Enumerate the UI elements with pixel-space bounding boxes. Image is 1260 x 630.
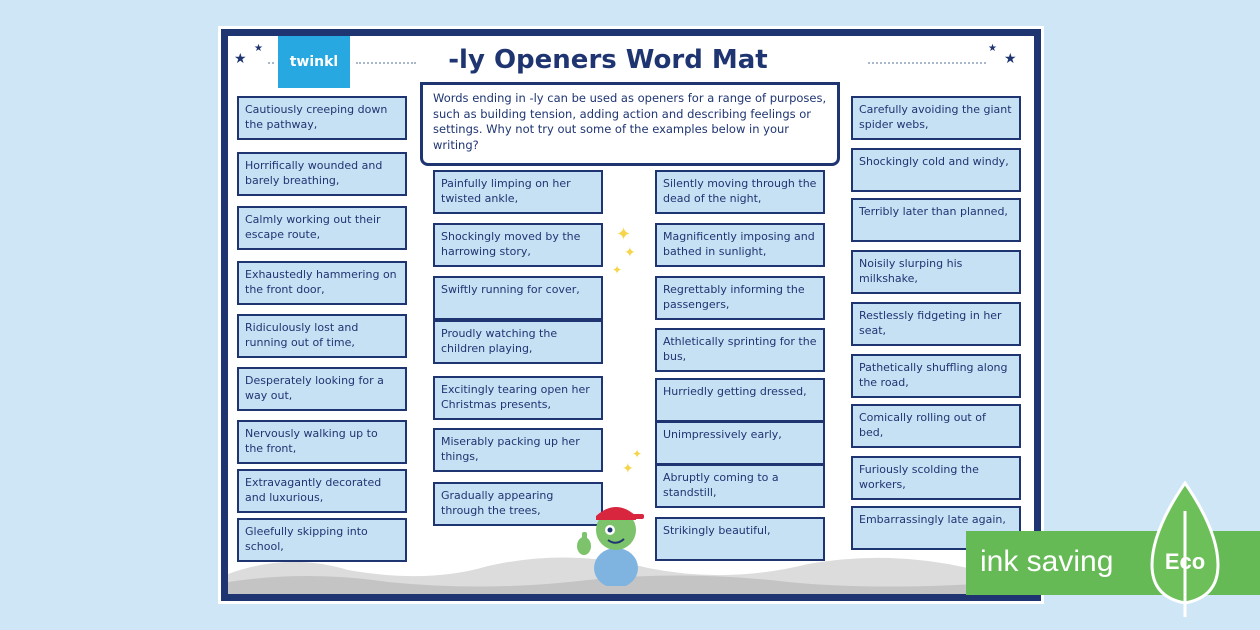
word-card: Comically rolling out of bed,: [851, 404, 1021, 448]
word-card: Nervously walking up to the front,: [237, 420, 407, 464]
word-card: Noisily slurping his milkshake,: [851, 250, 1021, 294]
word-card: Abruptly coming to a standstill,: [655, 464, 825, 508]
sparkle-icon: ✦: [616, 224, 632, 245]
word-card: Shockingly cold and windy,: [851, 148, 1021, 192]
dotted-divider: [868, 62, 986, 64]
ink-saving-label: ink saving: [980, 545, 1114, 578]
sparkle-icon: ✦: [624, 245, 636, 261]
dotted-divider: [268, 62, 274, 64]
word-card: Carefully avoiding the giant spider webs,: [851, 96, 1021, 140]
word-card: Embarrassingly late again,: [851, 506, 1021, 550]
word-card: Excitingly tearing open her Christmas presents,: [433, 376, 603, 420]
word-card: Magnificently imposing and bathed in sunlight,: [655, 223, 825, 267]
twinkl-logo: twinkl: [278, 36, 350, 88]
word-card: Swiftly running for cover,: [433, 276, 603, 320]
word-card: Terribly later than planned,: [851, 198, 1021, 242]
star-icon: ★: [988, 43, 997, 54]
word-card: Painfully limping on her twisted ankle,: [433, 170, 603, 214]
word-card: Cautiously creeping down the pathway,: [237, 96, 407, 140]
word-card: Horrifically wounded and barely breathing,: [237, 152, 407, 196]
word-card: Regrettably informing the passengers,: [655, 276, 825, 320]
word-card: Calmly working out their escape route,: [237, 206, 407, 250]
word-card: Athletically sprinting for the bus,: [655, 328, 825, 372]
intro-text: Words ending in -ly can be used as openers for a range of purposes, such as building tension, adding action and describing feelings or settings. Why not try out some of the examples below in your writing?: [420, 82, 840, 166]
word-card: Proudly watching the children playing,: [433, 320, 603, 364]
word-card: Silently moving through the dead of the night,: [655, 170, 825, 214]
word-card: Hurriedly getting dressed,: [655, 378, 825, 422]
word-card: Gradually appearing through the trees,: [433, 482, 603, 526]
word-card: Unimpressively early,: [655, 421, 825, 465]
word-card: Gleefully skipping into school,: [237, 518, 407, 562]
word-card: Miserably packing up her things,: [433, 428, 603, 472]
star-icon: ★: [234, 51, 247, 67]
star-icon: ★: [1004, 51, 1017, 67]
word-card: Furiously scolding the workers,: [851, 456, 1021, 500]
sparkle-icon: ✦: [612, 263, 623, 277]
word-card: Extravagantly decorated and luxurious,: [237, 469, 407, 513]
page-title: -ly Openers Word Mat: [448, 45, 768, 75]
sparkle-icon: ✦: [622, 461, 634, 477]
sparkle-icon: ✦: [632, 447, 643, 461]
mat-header: [228, 36, 1034, 88]
word-card: Shockingly moved by the harrowing story,: [433, 223, 603, 267]
word-card: Strikingly beautiful,: [655, 517, 825, 561]
star-icon: ★: [254, 43, 263, 54]
word-card: Restlessly fidgeting in her seat,: [851, 302, 1021, 346]
word-card: Desperately looking for a way out,: [237, 367, 407, 411]
eco-label: Eco: [1164, 549, 1206, 574]
word-card: Exhaustedly hammering on the front door,: [237, 261, 407, 305]
word-card: Pathetically shuffling along the road,: [851, 354, 1021, 398]
word-card: Ridiculously lost and running out of time,: [237, 314, 407, 358]
alien-mascot-illustration: [572, 476, 652, 586]
word-mat: [221, 29, 1041, 601]
